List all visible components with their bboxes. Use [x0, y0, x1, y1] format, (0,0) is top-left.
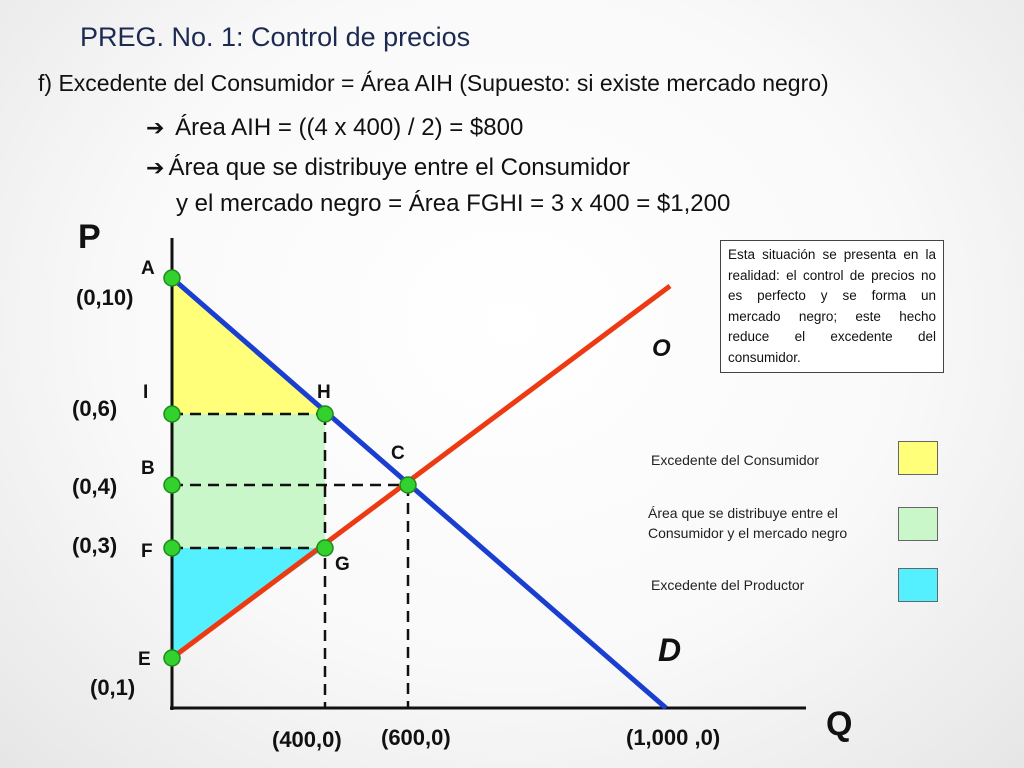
point-g — [317, 540, 333, 556]
arrow-bullet-icon: ➔ — [146, 155, 165, 180]
y-coord-label: (0,6) — [72, 396, 118, 421]
slide-title: PREG. No. 1: Control de precios — [80, 22, 471, 52]
shared-area-fghi — [172, 414, 325, 548]
point-c — [400, 477, 416, 493]
point-e — [164, 650, 180, 666]
x-coord-label: (400,0) — [272, 727, 342, 752]
legend-swatch-consumer-surplus — [898, 441, 938, 475]
slide-subtitle: f) Excedente del Consumidor = Área AIH (Supuesto: si existe mercado negro) — [38, 70, 829, 96]
y-coord-label: (0,10) — [76, 285, 134, 310]
demand-curve-label: D — [658, 632, 682, 668]
arrow-bullet-icon: ➔ — [146, 115, 165, 140]
legend-swatch-producer-surplus — [898, 568, 938, 602]
point-f-label: F — [141, 541, 153, 562]
bullet-text-continuation: y el mercado negro = Área FGHI = 3 x 400 = $1,200 — [176, 190, 731, 217]
x-axis-label: Q — [826, 705, 853, 743]
bullet-text: Área que se distribuye entre el Consumidor — [168, 154, 631, 181]
explanation-note-box: Esta situación se presenta en la realidad: el control de precios no es perfecto y se forma un mercado negro; este hecho reduce el excedente del consumidor. — [720, 240, 944, 373]
point-i-label: I — [143, 382, 149, 403]
point-f — [164, 540, 180, 556]
point-e-label: E — [138, 649, 151, 670]
y-coord-label: (0,3) — [72, 533, 118, 558]
x-coord-label: (1,000 ,0) — [626, 725, 721, 750]
legend-label-producer-surplus: Excedente del Productor — [651, 577, 805, 593]
y-axis-label: P — [78, 218, 101, 256]
legend-label-consumer-surplus: Excedente del Consumidor — [651, 452, 820, 468]
point-a-label: A — [141, 258, 155, 279]
y-coord-label: (0,1) — [90, 675, 136, 700]
legend-swatch-shared-area — [898, 507, 938, 541]
supply-curve-label: O — [652, 335, 671, 362]
point-c-label: C — [391, 443, 405, 464]
y-coord-label: (0,4) — [72, 474, 118, 499]
x-coord-label: (600,0) — [381, 725, 451, 750]
point-a — [164, 270, 180, 286]
point-b — [164, 477, 180, 493]
bullet-text: Área AIH = ((4 x 400) / 2) = $800 — [175, 114, 524, 141]
point-h — [317, 406, 333, 422]
point-h-label: H — [317, 382, 331, 403]
point-g-label: G — [335, 554, 350, 575]
point-b-label: B — [141, 458, 155, 479]
point-i — [164, 406, 180, 422]
legend-label-shared-area: Área que se distribuye entre el Consumidor y el mercado negro — [648, 505, 848, 541]
